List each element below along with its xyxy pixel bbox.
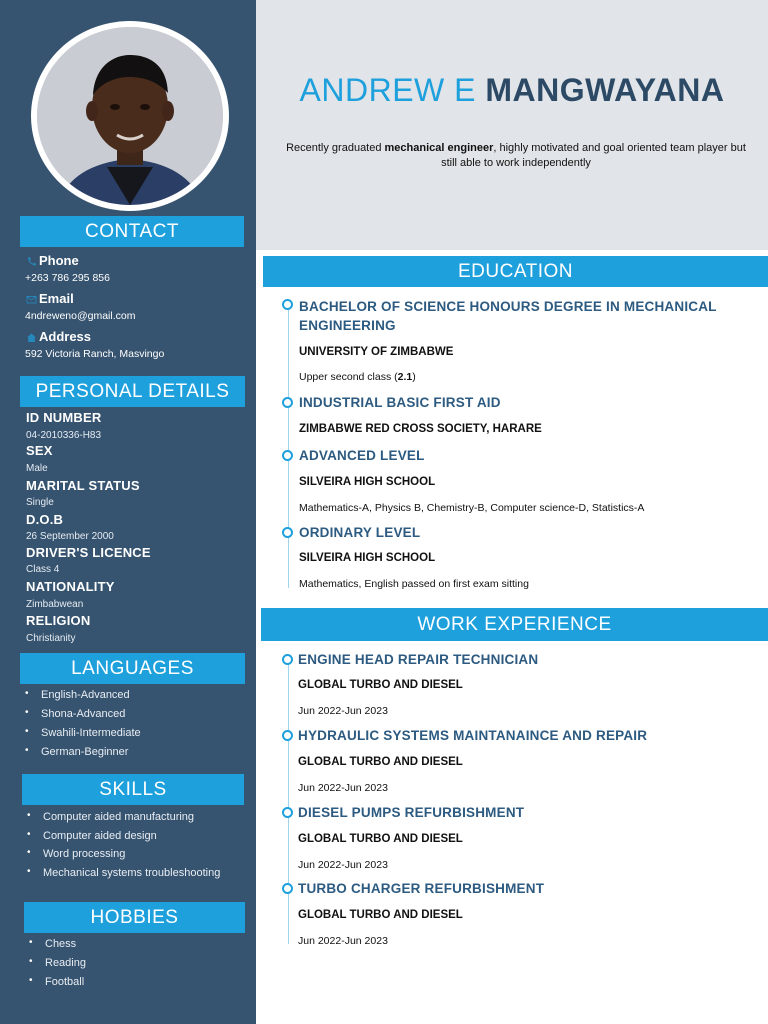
summary-text-end: , highly motivated and goal oriented team player but still able to work independently xyxy=(441,142,746,169)
job-company: GLOBAL TURBO AND DIESEL xyxy=(298,756,463,768)
education-detail: Mathematics-A, Physics B, Chemistry-B, Computer science-D, Statistics-A xyxy=(299,502,645,514)
personal-details-heading: PERSONAL DETAILS xyxy=(20,376,245,407)
education-heading: EDUCATION xyxy=(263,256,768,287)
id-number-value: 04-2010336-H83 xyxy=(26,430,102,441)
envelope-icon xyxy=(26,293,37,304)
education-title: ORDINARY LEVEL xyxy=(299,525,421,540)
skill-item: • Computer aided design xyxy=(43,830,157,842)
job-title: TURBO CHARGER REFURBISHMENT xyxy=(298,881,545,896)
home-icon xyxy=(26,331,37,342)
profile-photo xyxy=(37,27,223,205)
job-company: GLOBAL TURBO AND DIESEL xyxy=(298,833,463,845)
education-institution: SILVEIRA HIGH SCHOOL xyxy=(299,476,436,488)
phone-label: Phone xyxy=(39,253,79,268)
skill-item: • Computer aided manufacturing xyxy=(43,811,194,823)
email-value[interactable]: 4ndreweno@gmail.com xyxy=(25,310,136,322)
job-dates: Jun 2022-Jun 2023 xyxy=(298,859,388,871)
job-title: DIESEL PUMPS REFURBISHMENT xyxy=(298,805,525,820)
job-company: GLOBAL TURBO AND DIESEL xyxy=(298,909,463,921)
job-company: GLOBAL TURBO AND DIESEL xyxy=(298,679,463,691)
address-label: Address xyxy=(39,329,92,344)
hobby-item: • Reading xyxy=(45,957,86,969)
job-dates: Jun 2022-Jun 2023 xyxy=(298,782,388,794)
address-value: 592 Victoria Ranch, Masvingo xyxy=(25,348,165,360)
skill-item: • Mechanical systems troubleshooting xyxy=(43,867,220,879)
language-item: • English-Advanced xyxy=(41,689,130,701)
address-label-row xyxy=(26,329,91,344)
sex-label: SEX xyxy=(26,443,53,458)
email-label-row xyxy=(26,291,74,306)
drivers-licence-label: DRIVER'S LICENCE xyxy=(26,545,151,560)
religion-value: Christianity xyxy=(26,633,76,644)
marital-status-label: MARITAL STATUS xyxy=(26,478,140,493)
language-item: • Swahili-Intermediate xyxy=(41,727,141,739)
last-name: MANGWAYANA xyxy=(485,72,725,108)
drivers-licence-value: Class 4 xyxy=(26,564,60,575)
job-title: ENGINE HEAD REPAIR TECHNICIAN xyxy=(298,652,539,667)
full-name xyxy=(256,72,768,109)
person-portrait-image xyxy=(37,27,223,205)
timeline-dot xyxy=(282,299,293,310)
profile-photo-frame xyxy=(31,21,229,211)
skill-item: • Word processing xyxy=(43,848,125,860)
hobbies-heading: HOBBIES xyxy=(24,902,245,933)
education-institution: ZIMBABWE RED CROSS SOCIETY, HARARE xyxy=(299,423,542,435)
religion-label: RELIGION xyxy=(26,613,91,628)
education-title: INDUSTRIAL BASIC FIRST AID xyxy=(299,395,501,410)
dob-value: 26 September 2000 xyxy=(26,531,114,542)
job-dates: Jun 2022-Jun 2023 xyxy=(298,935,388,947)
phone-label-row xyxy=(26,253,79,268)
sidebar xyxy=(0,0,256,1024)
contact-heading: CONTACT xyxy=(20,216,244,247)
id-number-label: ID NUMBER xyxy=(26,410,102,425)
job-title: HYDRAULIC SYSTEMS MAINTANAINCE AND REPAIR xyxy=(298,728,648,743)
hobby-item: • Football xyxy=(45,976,84,988)
education-detail: Mathematics, English passed on first exam sitting xyxy=(299,578,529,590)
education-institution: SILVEIRA HIGH SCHOOL xyxy=(299,552,436,564)
education-detail: Upper second class (2.1) xyxy=(299,371,416,383)
education-title: ADVANCED LEVEL xyxy=(299,448,425,463)
timeline-dot xyxy=(282,807,293,818)
skills-heading: SKILLS xyxy=(22,774,244,805)
profile-summary xyxy=(286,141,746,171)
nationality-label: NATIONALITY xyxy=(26,579,115,594)
phone-value[interactable]: +263 786 295 856 xyxy=(25,272,110,284)
summary-highlight: mechanical engineer xyxy=(384,142,494,154)
email-label: Email xyxy=(39,291,74,306)
education-title: BACHELOR OF SCIENCE HONOURS DEGREE IN MECHANICAL ENGINEERING xyxy=(299,299,717,333)
timeline-dot xyxy=(282,883,293,894)
work-experience-heading: WORK EXPERIENCE xyxy=(261,608,768,641)
language-item: • Shona-Advanced xyxy=(41,708,125,720)
hobby-item: • Chess xyxy=(45,938,76,950)
job-dates: Jun 2022-Jun 2023 xyxy=(298,705,388,717)
sex-value: Male xyxy=(26,463,48,474)
timeline-dot xyxy=(282,450,293,461)
header xyxy=(256,0,768,250)
timeline-dot xyxy=(282,527,293,538)
nationality-value: Zimbabwean xyxy=(26,599,84,610)
languages-heading: LANGUAGES xyxy=(20,653,245,684)
timeline-dot xyxy=(282,654,293,665)
phone-icon xyxy=(26,255,37,266)
dob-label: D.O.B xyxy=(26,512,64,527)
language-item: • German-Beginner xyxy=(41,746,128,758)
work-timeline xyxy=(288,658,289,944)
summary-text-start: Recently graduated xyxy=(286,142,385,154)
first-name: ANDREW E xyxy=(299,72,476,108)
marital-status-value: Single xyxy=(26,497,54,508)
education-timeline xyxy=(288,304,289,588)
timeline-dot xyxy=(282,397,293,408)
timeline-dot xyxy=(282,730,293,741)
education-institution: UNIVERSITY OF ZIMBABWE xyxy=(299,346,454,358)
